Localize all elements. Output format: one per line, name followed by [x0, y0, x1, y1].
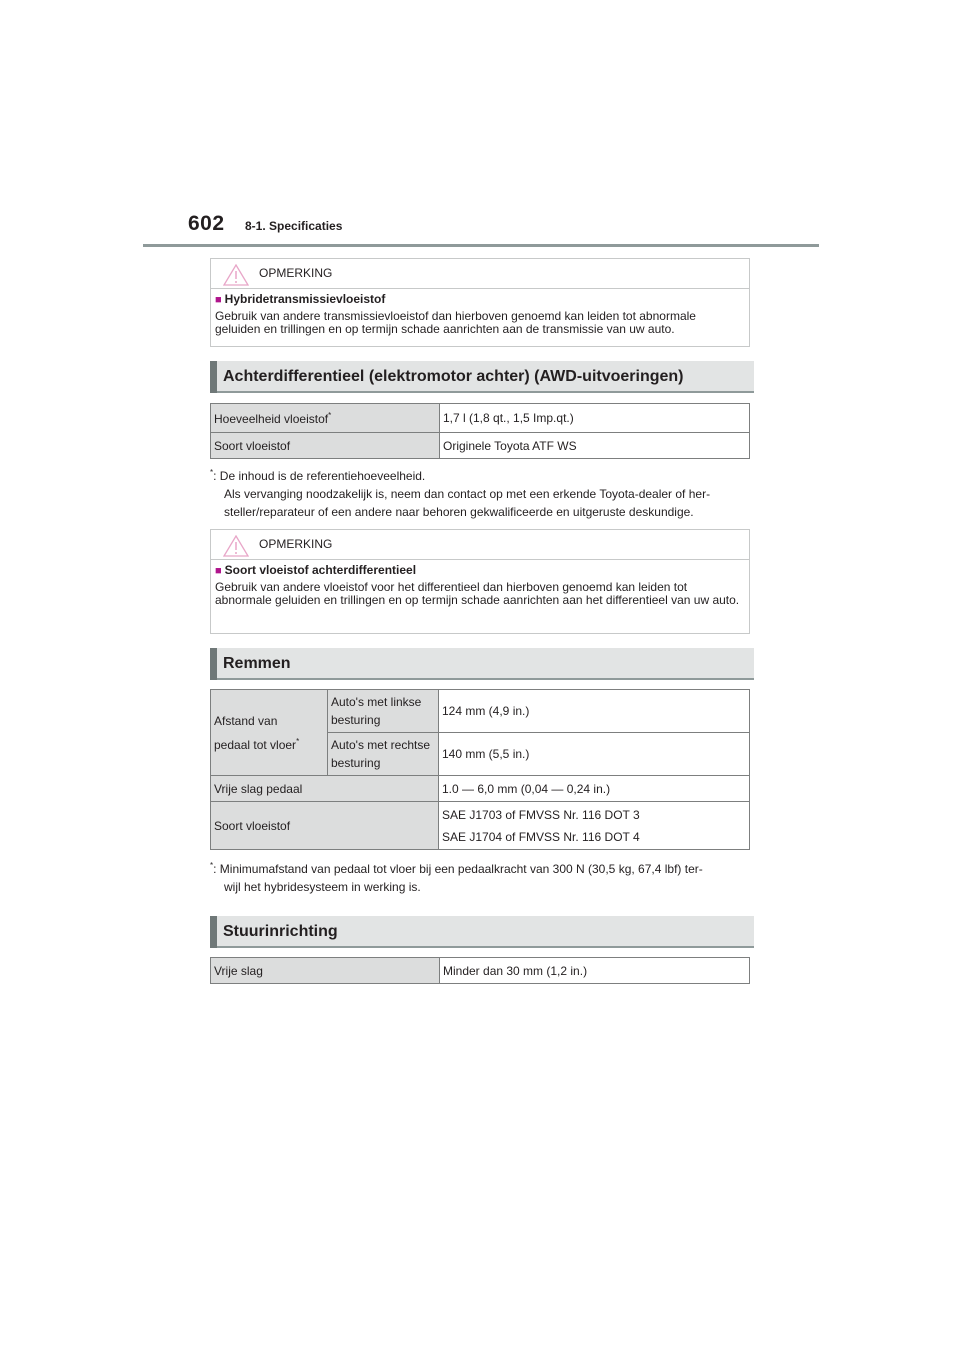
table-cell-value: 124 mm (4,9 in.) — [439, 690, 750, 733]
footnote-brakes: *: Minimumafstand van pedaal tot vloer bij een pedaalkracht van 300 N (30,5 kg, 67,4 lbf) ter- wijl het hybridesysteem in werking is. — [210, 861, 703, 894]
footnote-asterisk: * — [210, 861, 214, 870]
table-row — [211, 690, 750, 733]
table-row — [211, 404, 750, 433]
table-cell-label: Afstand van pedaal tot vloer* — [211, 690, 328, 776]
note-title: OPMERKING — [259, 266, 333, 280]
rear-differential-table — [210, 403, 750, 459]
table-cell-label: Hoeveelheid vloeistof* — [211, 404, 440, 433]
section-heading-brakes — [210, 648, 754, 680]
warning-triangle-icon — [223, 264, 249, 286]
note-title: OPMERKING — [259, 537, 333, 551]
section-heading-text: Achterdifferentieel (elektromotor achter) (AWD-uitvoeringen) — [223, 368, 684, 385]
brakes-table — [210, 689, 750, 850]
table-row — [211, 433, 750, 459]
header-divider — [143, 244, 819, 247]
table-cell-value: 140 mm (5,5 in.) — [439, 733, 750, 776]
square-bullet-icon: ■ — [215, 294, 222, 306]
heading-bar — [210, 361, 217, 393]
table-cell-value: Minder dan 30 mm (1,2 in.) — [440, 958, 750, 984]
footnote-rear-differential: *: De inhoud is de referentiehoeveelheid. Als vervanging noodzakelijk is, neem dan contact op met een erkende Toyota-dealer of her- steller/reparateur of een andere naar behoren gekwalificeerde en uitgeruste deskundige. — [210, 468, 711, 519]
section-heading-text: Remmen — [223, 655, 291, 672]
steering-table — [210, 957, 750, 984]
note-text: Gebruik van andere vloeistof voor het differentieel dan hierboven genoemd kan leiden tot abnormale geluiden en trillingen en op termijn schade aanrichten aan het differentieel van uw auto. — [215, 579, 740, 607]
note-header — [211, 530, 749, 560]
table-row — [211, 958, 750, 984]
note-text: Gebruik van andere transmissievloeistof dan hierboven genoemd kan leiden tot abnormale geluiden en trillingen en op termijn schade aanrichten aan de transmissie van uw auto. — [215, 308, 696, 336]
table-cell-label: Vrije slag — [211, 958, 440, 984]
table-cell-value: Originele Toyota ATF WS — [440, 433, 750, 459]
note-subtitle: Soort vloeistof achterdifferentieel — [224, 563, 417, 577]
note-subtitle: Hybridetransmissievloeistof — [224, 292, 386, 306]
table-cell-value: SAE J1703 of FMVSS Nr. 116 DOT 3 SAE J1704 of FMVSS Nr. 116 DOT 4 — [439, 802, 750, 850]
warning-triangle-icon — [223, 535, 249, 557]
table-cell-value: 1,7 l (1,8 qt., 1,5 Imp.qt.) — [440, 404, 750, 433]
note-box-differential — [210, 529, 750, 634]
table-cell-label: Soort vloeistof — [211, 802, 439, 850]
heading-bar — [210, 648, 217, 680]
page-number: 602 — [188, 212, 225, 235]
note-header — [211, 259, 749, 289]
note-box-transmission — [210, 258, 750, 347]
table-cell-label: Vrije slag pedaal — [211, 776, 439, 802]
section-heading-steering — [210, 916, 754, 948]
table-cell-label: Auto's met linkse besturing — [328, 690, 439, 733]
heading-bar — [210, 916, 217, 948]
table-cell-label: Auto's met rechtse besturing — [328, 733, 439, 776]
table-cell-label: Soort vloeistof — [211, 433, 440, 459]
section-title: 8-1. Specificaties — [245, 219, 343, 233]
table-row — [211, 776, 750, 802]
table-row — [211, 802, 750, 850]
section-heading-text: Stuurinrichting — [223, 923, 338, 940]
section-heading-rear-differential — [210, 361, 754, 393]
table-cell-value: 1.0 — 6,0 mm (0,04 — 0,24 in.) — [439, 776, 750, 802]
square-bullet-icon: ■ — [215, 565, 222, 577]
footnote-asterisk: * — [210, 468, 214, 477]
